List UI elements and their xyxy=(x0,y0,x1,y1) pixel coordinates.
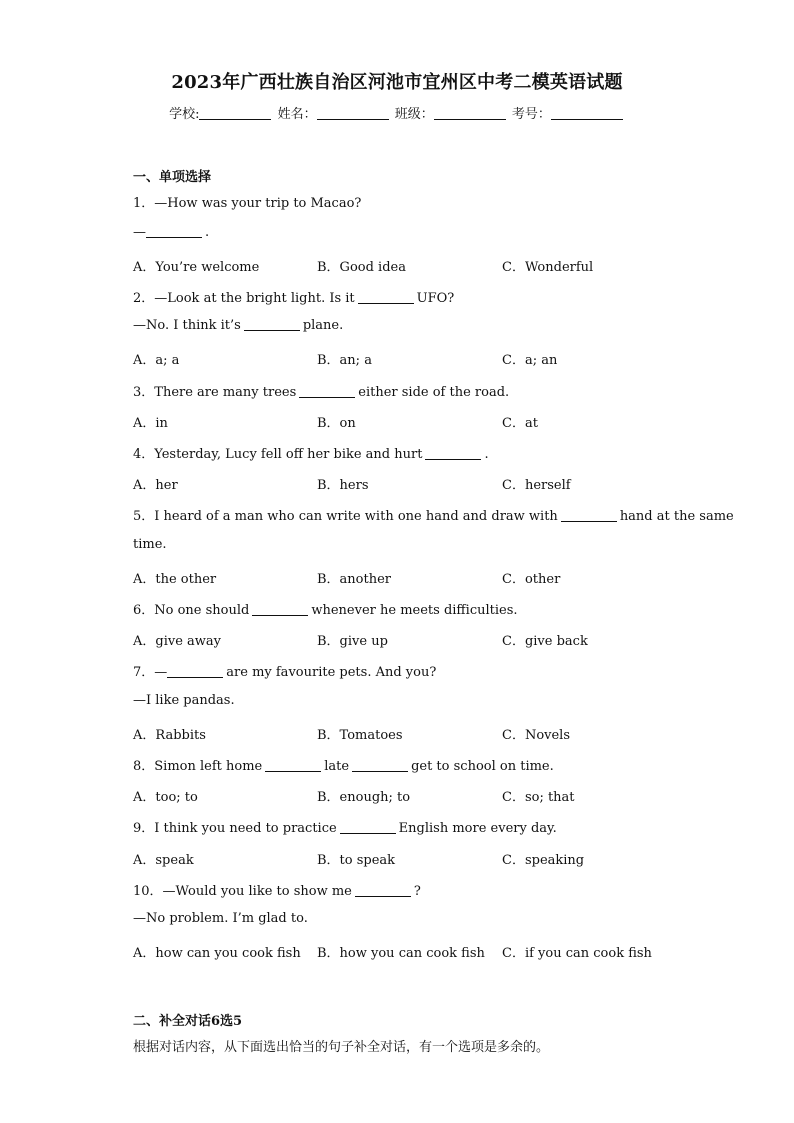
stem-text: UFO? xyxy=(416,291,455,306)
option-b[interactable]: B．on xyxy=(317,416,356,431)
answer-blank[interactable] xyxy=(265,759,321,772)
option-c[interactable]: C．herself xyxy=(502,478,571,493)
stem-text: 5．I heard of a man who can write with one hand and draw with xyxy=(133,509,558,524)
stem-text: 10．—Would you like to show me xyxy=(133,884,352,899)
question-6-stem xyxy=(133,599,518,618)
name-blank[interactable] xyxy=(317,106,389,120)
option-b[interactable]: B．hers xyxy=(317,478,369,493)
answer-blank[interactable] xyxy=(425,447,481,460)
stem-text: get to school on time. xyxy=(411,759,554,774)
stem-text: are my favourite pets. And you? xyxy=(226,665,437,680)
question-3-options xyxy=(133,412,693,430)
question-10-stem xyxy=(133,880,421,899)
stem-text: . xyxy=(484,447,489,462)
option-b[interactable]: B．another xyxy=(317,572,392,587)
school-blank[interactable] xyxy=(199,106,271,120)
question-4-stem xyxy=(133,443,489,462)
class-blank[interactable] xyxy=(434,106,506,120)
question-5-options xyxy=(133,568,693,586)
school-label: 学校: xyxy=(169,107,200,122)
option-b[interactable]: B．enough; to xyxy=(317,790,411,805)
answer-blank[interactable] xyxy=(299,385,355,398)
option-a[interactable]: A．her xyxy=(133,478,178,493)
stem-text: 8．Simon left home xyxy=(133,759,263,774)
question-3-stem xyxy=(133,381,509,400)
option-c[interactable]: C．at xyxy=(502,416,538,431)
section-2-instruction: 根据对话内容，从下面选出恰当的句子补全对话，有一个选项是多余的。 xyxy=(133,1040,550,1055)
answer-blank[interactable] xyxy=(244,318,300,331)
question-1-stem: 1．—How was your trip to Macao? xyxy=(133,196,362,211)
question-5-stem xyxy=(133,505,734,524)
stem-text: 7．— xyxy=(133,665,168,680)
stem-text: 4．Yesterday, Lucy fell off her bike and hurt xyxy=(133,447,423,462)
question-1-answer-line xyxy=(133,225,209,240)
student-info-row xyxy=(0,103,794,122)
section-1-title: 一、单项选择 xyxy=(133,170,212,185)
stem-text: 6．No one should xyxy=(133,603,250,618)
name-label: 姓名： xyxy=(277,107,317,122)
question-6-options xyxy=(133,630,693,648)
answer-blank[interactable] xyxy=(352,759,408,772)
option-c[interactable]: C．a; an xyxy=(502,353,558,368)
section-2-title: 二、补全对话6选5 xyxy=(133,1014,243,1029)
answer-blank[interactable] xyxy=(167,665,223,678)
question-1-options xyxy=(133,256,693,274)
question-7-options xyxy=(133,724,693,742)
dash: — xyxy=(133,225,146,240)
option-c[interactable]: C．other xyxy=(502,572,561,587)
stem-text: ? xyxy=(413,884,421,899)
question-10-options xyxy=(133,942,693,960)
question-7-reply: —I like pandas. xyxy=(133,693,235,708)
answer-blank[interactable] xyxy=(355,884,411,897)
stem-text: 3．There are many trees xyxy=(133,385,297,400)
option-c[interactable]: C．Novels xyxy=(502,728,571,743)
question-9-options xyxy=(133,849,693,867)
question-2-reply xyxy=(133,318,343,333)
question-7-stem xyxy=(133,661,436,680)
option-a[interactable]: A．the other xyxy=(133,572,217,587)
option-a[interactable]: A．in xyxy=(133,416,168,431)
exam-number-label: 考号： xyxy=(511,107,551,122)
exam-title: 2023年广西壮族自治区河池市宜州区中考二模英语试题 xyxy=(171,72,623,93)
period: . xyxy=(205,225,210,240)
option-a[interactable]: A．Rabbits xyxy=(133,728,206,743)
answer-blank[interactable] xyxy=(340,821,396,834)
stem-text: 2．—Look at the bright light. Is it xyxy=(133,291,355,306)
option-a[interactable]: A．too; to xyxy=(133,790,198,805)
answer-blank[interactable] xyxy=(358,291,414,304)
question-2-options xyxy=(133,349,693,367)
stem-text: plane. xyxy=(302,318,344,333)
option-a[interactable]: A．give away xyxy=(133,634,222,649)
answer-blank[interactable] xyxy=(146,225,202,238)
question-8-stem xyxy=(133,755,554,774)
stem-text: either side of the road. xyxy=(358,385,510,400)
option-b[interactable]: B．how you can cook fish xyxy=(317,946,485,961)
class-label: 班级： xyxy=(394,107,434,122)
option-b[interactable]: B．Good idea xyxy=(317,260,406,275)
question-4-options xyxy=(133,474,693,492)
stem-text: hand at the same xyxy=(619,509,734,524)
option-c[interactable]: C．give back xyxy=(502,634,588,649)
option-c[interactable]: C．speaking xyxy=(502,853,585,868)
question-9-stem xyxy=(133,817,557,836)
option-b[interactable]: B．Tomatoes xyxy=(317,728,403,743)
stem-text: whenever he meets difficulties. xyxy=(311,603,518,618)
question-2-stem xyxy=(133,287,454,306)
stem-text: —No. I think it’s xyxy=(133,318,241,333)
option-c[interactable]: C．Wonderful xyxy=(502,260,594,275)
question-5-stem-continued: time. xyxy=(133,537,167,552)
stem-text: English more every day. xyxy=(398,821,557,836)
option-b[interactable]: B．an; a xyxy=(317,353,372,368)
stem-text: 9．I think you need to practice xyxy=(133,821,337,836)
option-b[interactable]: B．give up xyxy=(317,634,388,649)
answer-blank[interactable] xyxy=(252,603,308,616)
exam-number-blank[interactable] xyxy=(551,106,623,120)
question-10-reply: —No problem. I’m glad to. xyxy=(133,911,308,926)
option-a[interactable]: A．You’re welcome xyxy=(133,260,260,275)
option-a[interactable]: A．a; a xyxy=(133,353,180,368)
answer-blank[interactable] xyxy=(561,509,617,522)
option-a[interactable]: A．how can you cook fish xyxy=(133,946,301,961)
option-c[interactable]: C．so; that xyxy=(502,790,575,805)
option-b[interactable]: B．to speak xyxy=(317,853,396,868)
option-c[interactable]: C．if you can cook fish xyxy=(502,946,652,961)
question-8-options xyxy=(133,786,693,804)
stem-text: late xyxy=(324,759,350,774)
option-a[interactable]: A．speak xyxy=(133,853,194,868)
